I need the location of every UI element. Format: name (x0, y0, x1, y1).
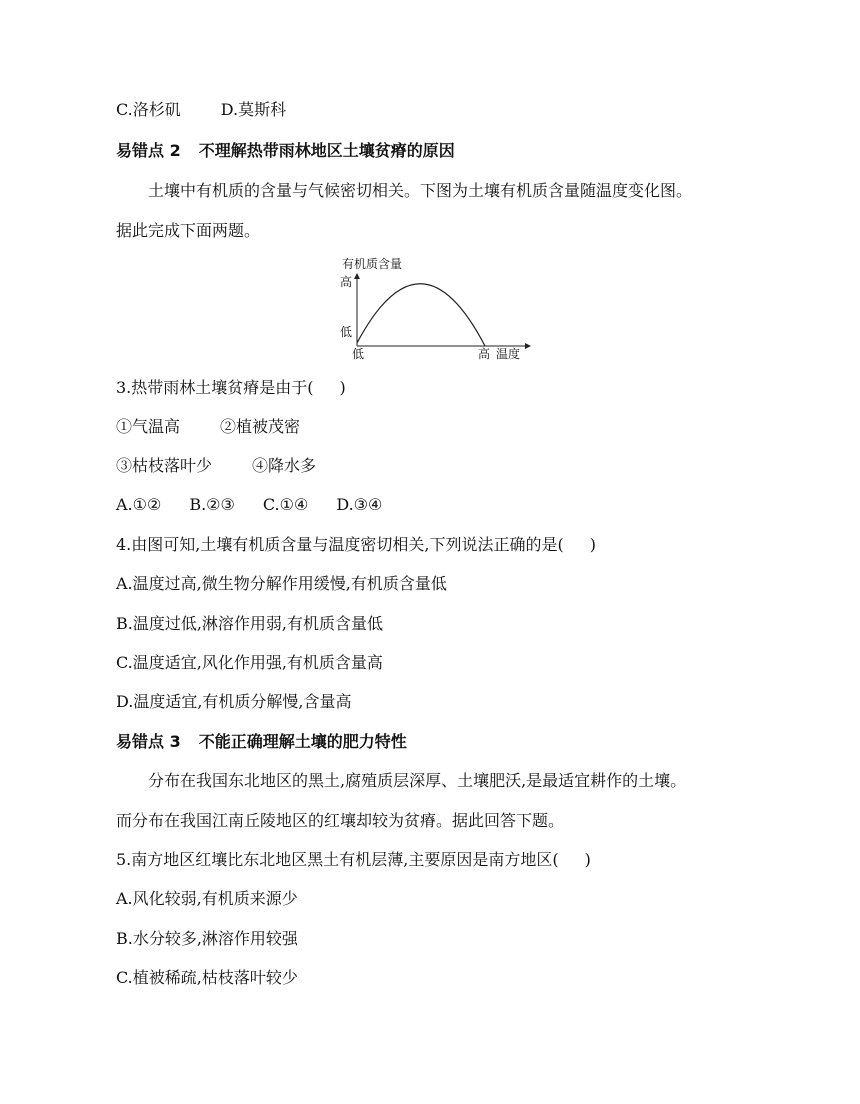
q3-stem: 3.热带雨林土壤贫瘠是由于( (116, 378, 314, 397)
q3-statement-4: ④降水多 (252, 456, 317, 475)
q4-option-d: D.温度适宜,有机质分解慢,含量高 (116, 692, 352, 711)
chart-xtick-low: 低 (352, 347, 365, 361)
q3-statement-2: ②植被茂密 (220, 417, 301, 436)
q3-statement-3: ③枯枝落叶少 (116, 456, 213, 475)
chart-xlabel: 温度 (496, 347, 521, 361)
q3-option-a: A.①② (116, 495, 162, 514)
q2-options-row (116, 99, 286, 121)
q3-statements-row1 (116, 416, 300, 438)
chart-ytick-high: 高 (340, 275, 353, 289)
chart-xtick-high: 高 (478, 347, 491, 361)
chart-series-curve (357, 284, 485, 346)
chart-ylabel: 有机质含量 (342, 257, 403, 271)
q5-option-b: B.水分较多,淋溶作用较强 (116, 929, 298, 948)
q3-option-d: D.③④ (336, 495, 383, 514)
q3-statement-1: ①气温高 (116, 417, 181, 436)
q2-option-d: D.莫斯科 (220, 100, 287, 119)
q3-statements-row2 (116, 455, 316, 477)
q3-stem-row (116, 377, 346, 399)
intro3-line2: 而分布在我国江南丘陵地区的红壤却较为贫瘠。据此回答下题。 (116, 811, 565, 830)
chart-ytick-low: 低 (340, 325, 353, 339)
intro2-line2: 据此完成下面两题。 (116, 221, 261, 240)
section-title-2: 不理解热带雨林地区土壤贫瘠的原因 (198, 141, 455, 160)
q2-option-c: C.洛杉矶 (116, 100, 181, 119)
intro2-line1: 土壤中有机质的含量与气候密切相关。下图为土壤有机质含量随温度变化图。 (148, 181, 693, 200)
organic-matter-chart (330, 254, 540, 362)
q4-stem: 4.由图可知,土壤有机质含量与温度密切相关,下列说法正确的是( (116, 535, 564, 554)
section-title-3: 不能正确理解土壤的肥力特性 (198, 732, 407, 751)
section-tag-3: 易错点 3 (116, 732, 181, 751)
q3-stem-close: ) (339, 378, 346, 397)
q5-option-c: C.植被稀疏,枯枝落叶较少 (116, 968, 298, 987)
intro3-line1: 分布在我国东北地区的黑土,腐殖质层深厚、土壤肥沃,是最适宜耕作的土壤。 (148, 771, 687, 790)
q3-option-c: C.①④ (262, 495, 309, 514)
q4-option-b: B.温度过低,淋溶作用弱,有机质含量低 (116, 614, 384, 633)
q5-option-a: A.风化较弱,有机质来源少 (116, 889, 298, 908)
q3-option-b: B.②③ (189, 495, 235, 514)
q4-option-a: A.温度过高,微生物分解作用缓慢,有机质含量低 (116, 574, 447, 593)
q3-options-row (116, 494, 382, 516)
q4-option-c: C.温度适宜,风化作用强,有机质含量高 (116, 653, 383, 672)
section-heading-3 (116, 731, 407, 753)
q5-stem: 5.南方地区红壤比东北地区黑土有机层薄,主要原因是南方地区( (116, 850, 559, 869)
section-tag-2: 易错点 2 (116, 141, 181, 160)
q4-stem-row (116, 534, 596, 556)
q4-stem-close: ) (589, 535, 596, 554)
section-heading-2 (116, 140, 455, 162)
q5-stem-row (116, 849, 591, 871)
q5-stem-close: ) (584, 850, 591, 869)
